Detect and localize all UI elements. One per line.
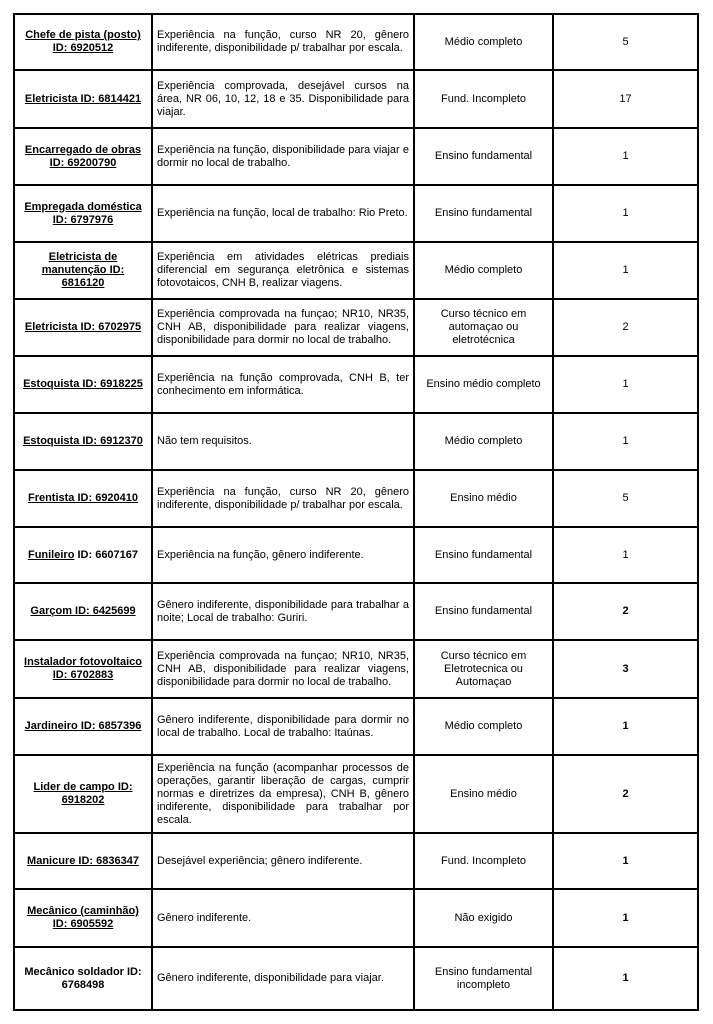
job-row (14, 185, 698, 242)
job-vacancies: 1 (553, 698, 698, 755)
job-row (14, 640, 698, 698)
job-title-cell (14, 242, 152, 299)
job-title: Frentista ID: 6920410 (27, 492, 139, 504)
job-title-cell (14, 299, 152, 356)
job-vacancies: 1 (553, 527, 698, 583)
job-row (14, 242, 698, 299)
job-title: Instalador fotovoltaico ID: 6702883 (24, 656, 142, 681)
job-title-underlined: Funileiro (27, 548, 75, 561)
job-vacancies: 1 (553, 889, 698, 947)
job-vacancies: 1 (553, 242, 698, 299)
job-education: Médio completo (414, 698, 553, 755)
job-requirements: Experiência comprovada na funçao; NR10, NR35, CNH AB, disponibilidade para realizar viagens, disponibilidade para dormir no local de trabalho. (152, 640, 414, 698)
job-listings-body (14, 14, 698, 1010)
job-title-cell (14, 413, 152, 470)
job-requirements: Gênero indiferente, disponibilidade para viajar. (152, 947, 414, 1010)
job-row (14, 698, 698, 755)
job-title-cell (14, 70, 152, 128)
job-row (14, 70, 698, 128)
job-title-cell (14, 128, 152, 185)
job-title: Eletricista ID: 6702975 (24, 321, 142, 333)
job-education: Não exigido (414, 889, 553, 947)
job-vacancies: 1 (553, 413, 698, 470)
job-title: Estoquista ID: 6918225 (23, 378, 143, 390)
job-row (14, 889, 698, 947)
job-title: Lider de campo ID: 6918202 (33, 781, 133, 806)
job-requirements: Gênero indiferente. (152, 889, 414, 947)
job-education: Ensino médio (414, 755, 553, 833)
job-title: Jardineiro ID: 6857396 (24, 720, 142, 732)
job-vacancies: 1 (553, 833, 698, 889)
job-requirements: Não tem requisitos. (152, 413, 414, 470)
job-title: Chefe de pista (posto) ID: 6920512 (25, 29, 141, 54)
job-title: Mecânico (caminhão) ID: 6905592 (27, 905, 139, 930)
job-vacancies: 1 (553, 128, 698, 185)
job-title: Eletricista de manutenção ID: 6816120 (41, 251, 125, 289)
job-requirements: Experiência na função, gênero indiferente. (152, 527, 414, 583)
job-requirements: Experiência na função, curso NR 20, gênero indiferente, disponibilidade p/ trabalhar por escala. (152, 14, 414, 70)
job-vacancies: 1 (553, 185, 698, 242)
job-requirements: Experiência comprovada na funçao; NR10, NR35, CNH AB, disponibilidade para realizar viagens, disponibilidade para dormir no local de trabalho. (152, 299, 414, 356)
job-requirements: Experiência em atividades elétricas prediais diferencial em segurança eletrônica e sistemas fotovotaicos, CNH B, realizar viagens. (152, 242, 414, 299)
job-title-id: Mecânico soldador ID: 6768498 (24, 965, 142, 991)
job-title-cell (14, 14, 152, 70)
job-requirements: Desejável experiência; gênero indiferente. (152, 833, 414, 889)
job-vacancies: 17 (553, 70, 698, 128)
job-title-cell (14, 583, 152, 640)
job-title: Manicure ID: 6836347 (27, 854, 139, 867)
job-row (14, 299, 698, 356)
job-row (14, 833, 698, 889)
job-vacancies: 5 (553, 470, 698, 527)
job-education: Curso técnico em Eletrotecnica ou Automaçao (414, 640, 553, 698)
job-title-cell (14, 833, 152, 889)
job-row (14, 128, 698, 185)
job-title-cell (14, 640, 152, 698)
job-education: Médio completo (414, 413, 553, 470)
job-requirements: Experiência na função comprovada, CNH B, ter conhecimento em informática. (152, 356, 414, 413)
job-vacancies: 1 (553, 356, 698, 413)
job-title-cell (14, 698, 152, 755)
job-row (14, 755, 698, 833)
job-title: Estoquista ID: 6912370 (23, 435, 143, 447)
job-title: Empregada doméstica ID: 6797976 (24, 200, 142, 226)
job-education: Ensino médio (414, 470, 553, 527)
job-vacancies: 2 (553, 299, 698, 356)
job-requirements: Gênero indiferente, disponibilidade para trabalhar a noite; Local de trabalho: Guriri. (152, 583, 414, 640)
job-requirements: Experiência na função, curso NR 20, gênero indiferente, disponibilidade p/ trabalhar por escala. (152, 470, 414, 527)
job-requirements: Experiência na função (acompanhar processos de operações, garantir liberação de cargas, cumprir normas e diretrizes da empresa), CNH B, gênero indiferente, disponibilidade para trabalhar por escala. (152, 755, 414, 833)
job-requirements: Experiência comprovada, desejável cursos na área, NR 06, 10, 12, 18 e 35. Disponibilidade para viajar. (152, 70, 414, 128)
job-title-cell (14, 755, 152, 833)
job-row (14, 470, 698, 527)
job-vacancies: 3 (553, 640, 698, 698)
job-education: Médio completo (414, 242, 553, 299)
job-row (14, 947, 698, 1010)
job-title: Garçom ID: 6425699 (30, 605, 136, 617)
job-education: Médio completo (414, 14, 553, 70)
job-education: Ensino fundamental (414, 583, 553, 640)
job-title-cell (14, 947, 152, 1010)
job-education: Curso técnico em automaçao ou eletrotécnica (414, 299, 553, 356)
job-row (14, 14, 698, 70)
job-vacancies: 2 (553, 755, 698, 833)
job-title-cell (14, 527, 152, 583)
job-row (14, 583, 698, 640)
job-title-cell (14, 356, 152, 413)
job-row (14, 356, 698, 413)
job-vacancies: 2 (553, 583, 698, 640)
job-row (14, 413, 698, 470)
job-title-cell (14, 889, 152, 947)
job-education: Ensino fundamental incompleto (414, 947, 553, 1010)
job-vacancies: 1 (553, 947, 698, 1010)
job-education: Fund. Incompleto (414, 70, 553, 128)
job-education: Ensino fundamental (414, 128, 553, 185)
job-title-id: ID: 6607167 (74, 548, 139, 561)
job-vacancies: 5 (553, 14, 698, 70)
job-education: Fund. Incompleto (414, 833, 553, 889)
job-listings-table (13, 13, 699, 1011)
job-education: Ensino fundamental (414, 527, 553, 583)
job-title-cell (14, 185, 152, 242)
job-row (14, 527, 698, 583)
job-title: Eletricista ID: 6814421 (24, 92, 142, 105)
job-requirements: Experiência na função, disponibilidade para viajar e dormir no local de trabalho. (152, 128, 414, 185)
job-title: Encarregado de obras ID: 69200790 (24, 143, 142, 169)
job-title-cell (14, 470, 152, 527)
job-education: Ensino fundamental (414, 185, 553, 242)
job-education: Ensino médio completo (414, 356, 553, 413)
job-requirements: Gênero indiferente, disponibilidade para dormir no local de trabalho. Local de trabalho: Itaúnas. (152, 698, 414, 755)
job-requirements: Experiência na função, local de trabalho: Rio Preto. (152, 185, 414, 242)
